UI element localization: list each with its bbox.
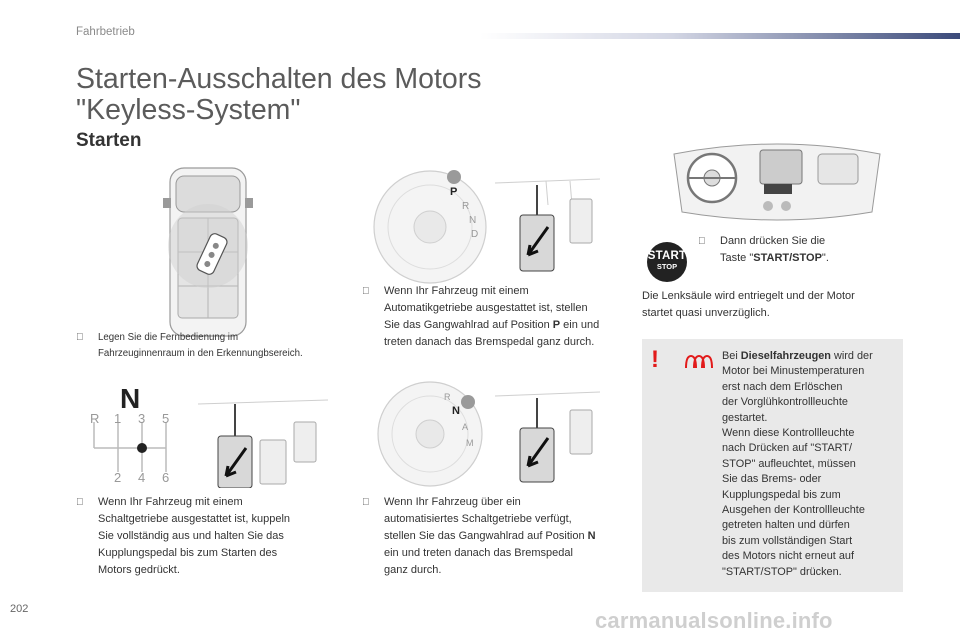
note-line-12: getreten halten und dürfen (722, 519, 850, 532)
dial-robot-a: A (462, 422, 469, 432)
page-title (76, 64, 482, 126)
note-line-1: wird der (830, 350, 873, 362)
step-robotised-line-4: ein und treten danach das Bremspedal (384, 547, 573, 559)
step-automatic-line-3-end: ein und (560, 319, 600, 331)
start-stop-label-stop: STOP (656, 262, 678, 271)
note-line-15: "START/STOP" drücken. (722, 565, 842, 578)
steering-unlock-text (642, 288, 902, 322)
note-line-10: Kupplungspedal bis zum (722, 488, 841, 501)
step-keyfob (76, 330, 366, 362)
dial-robot-n: N (452, 405, 460, 417)
step-robotised-line-2: automatisiertes Schaltgetriebe verfügt, (384, 513, 572, 525)
step-keyfob-line-2: Fahrzeuginnenraum in den Erkennungbsereich. (98, 348, 303, 359)
dial-label-d: D (471, 229, 479, 240)
bullet-icon (76, 494, 84, 511)
step-keyfob-line-1: Legen Sie die Fernbedienung im (98, 332, 239, 343)
note-line-14: des Motors nicht erneut auf (722, 550, 854, 563)
bullet-icon (698, 233, 706, 250)
glow-plug-icon (683, 352, 713, 372)
gear-label-5: 5 (162, 411, 170, 426)
step-robotised (362, 494, 632, 579)
step-manual-line-3: Sie vollständig aus und halten Sie das (98, 530, 284, 542)
note-line-6: Wenn diese Kontrollleuchte (722, 427, 855, 440)
header-bar (480, 33, 960, 39)
robotised-selector-illustration (370, 380, 620, 490)
section-heading: Starten (76, 130, 142, 151)
note-line-9: Sie das Brems- oder (722, 473, 822, 486)
dial-robot-m: M (466, 438, 474, 448)
step-automatic (362, 283, 628, 351)
gear-label-6: 6 (162, 470, 170, 485)
dial-label-p: P (450, 186, 458, 198)
start-stop-button (647, 242, 687, 282)
step-automatic-line-1: Wenn Ihr Fahrzeug mit einem (384, 285, 529, 297)
step-manual (76, 494, 346, 579)
warning-icon: ! (651, 346, 659, 373)
vehicle-top-view-illustration (160, 162, 256, 340)
step-manual-line-4: Kupplungspedal bis zum Starten des (98, 547, 278, 559)
bullet-icon (362, 494, 370, 511)
step-manual-line-1: Wenn Ihr Fahrzeug mit einem (98, 496, 243, 508)
note-line-5: gestartet. (722, 411, 768, 424)
gear-letter-n: N (120, 383, 141, 414)
dial-label-r: R (462, 201, 470, 212)
gear-label-r: R (90, 411, 100, 426)
result-line-1: Die Lenksäule wird entriegelt und der Motor (642, 290, 855, 302)
watermark: carmanualsonline.info (595, 608, 833, 633)
dashboard-illustration (668, 140, 886, 228)
note-line-11: Ausgehen der Kontrollleuchte (722, 504, 865, 517)
step-robotised-line-5: ganz durch. (384, 564, 442, 576)
step-manual-line-2: Schaltgetriebe ausgestattet ist, kuppeln (98, 513, 291, 525)
note-line-4: der Vorglühkontrollleuchte (722, 396, 848, 409)
step-robotised-line-1: Wenn Ihr Fahrzeug über ein (384, 496, 521, 508)
bullet-icon (76, 330, 84, 346)
step-robotised-line-3: stellen Sie das Gangwahlrad auf Position (384, 530, 588, 542)
note-line-7: nach Drücken auf "START/ (722, 442, 852, 455)
gear-position-n: N (587, 530, 596, 542)
start-stop-key-name: START/STOP (753, 252, 822, 264)
note-diesel-word: Dieselfahrzeugen (740, 350, 831, 362)
gear-label-4: 4 (138, 470, 146, 485)
step-manual-line-5: Motors gedrückt. (98, 564, 180, 576)
gear-label-1: 1 (114, 411, 122, 426)
step-automatic-line-3: Sie das Gangwahlrad auf Position (384, 319, 553, 331)
diesel-note-text (722, 349, 900, 580)
step-press-prefix: Taste " (720, 252, 754, 264)
start-stop-label-start: START (647, 250, 687, 262)
automatic-selector-illustration (370, 165, 620, 295)
bullet-icon (362, 283, 370, 300)
gear-label-3: 3 (138, 411, 146, 426)
title-line-1: Starten-Ausschalten des Motors (76, 63, 482, 95)
note-line-13: bis zum vollständigen Start (722, 534, 853, 547)
result-line-2: startet quasi unverzüglich. (642, 307, 770, 319)
step-press-line-1: Dann drücken Sie die (720, 235, 826, 247)
gear-label-2: 2 (114, 470, 122, 485)
note-intro: Bei (722, 350, 741, 362)
note-line-8: STOP" aufleuchtet, müssen (722, 457, 856, 470)
dial-label-n: N (469, 215, 477, 226)
title-line-2: "Keyless-System" (76, 94, 301, 126)
step-press-start (698, 233, 898, 267)
section-label: Fahrbetrieb (76, 26, 135, 38)
dial-robot-r: R (444, 392, 451, 402)
gear-position-p: P (552, 319, 561, 331)
page-number: 202 (10, 603, 29, 615)
step-press-suffix: ". (821, 252, 829, 264)
note-line-3: erst nach dem Erlöschen (722, 380, 843, 393)
manual-gearbox-illustration (88, 378, 338, 488)
step-automatic-line-4: treten danach das Bremspedal ganz durch. (384, 336, 595, 348)
note-line-2: Motor bei Minustemperaturen (722, 365, 865, 378)
step-automatic-line-2: Automatikgetriebe ausgestattet ist, stellen (384, 302, 588, 314)
